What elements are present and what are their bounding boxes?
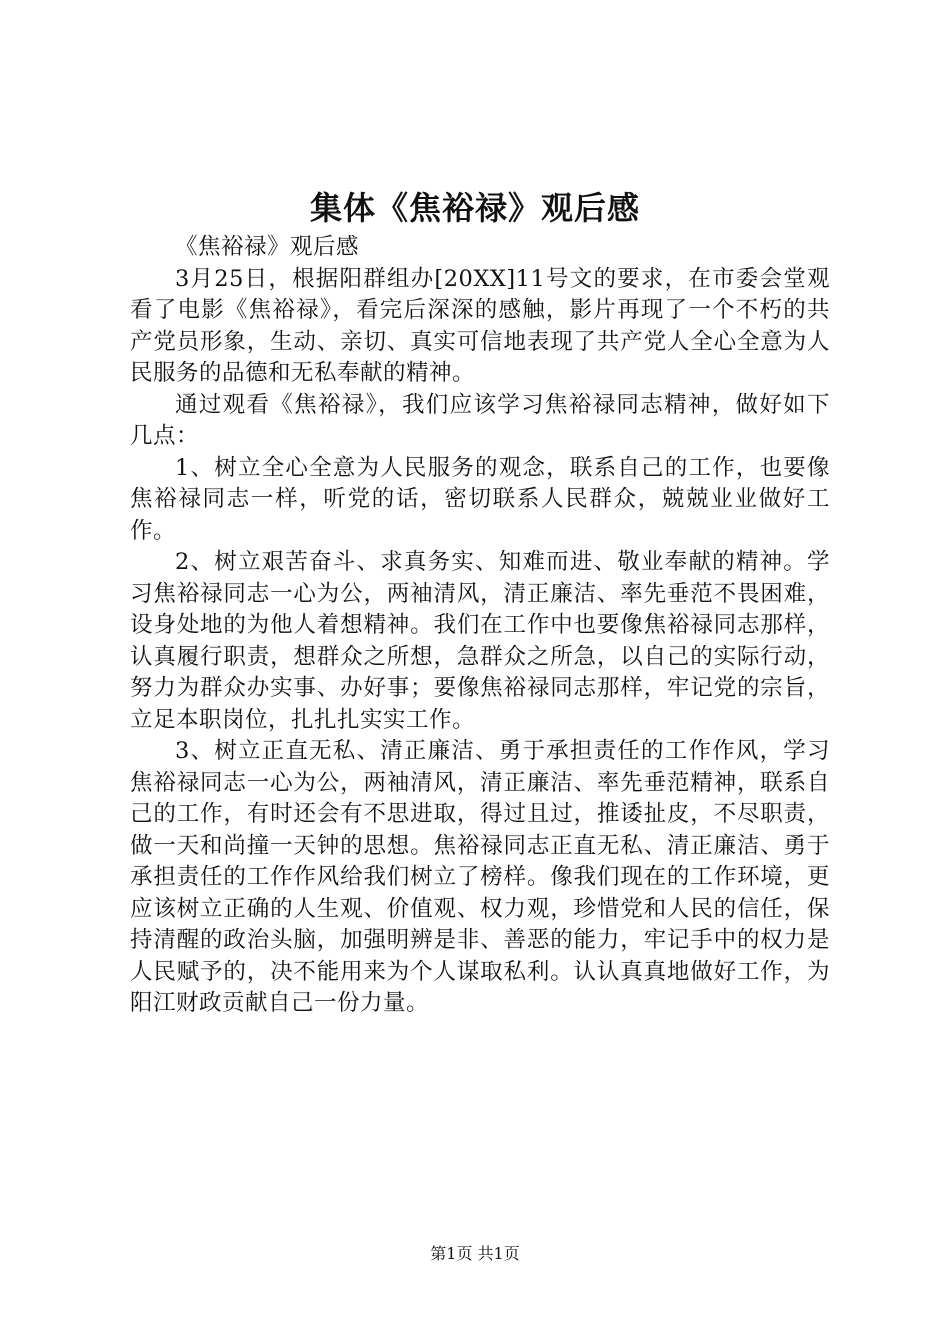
point-1-paragraph: 1、树立全心全意为人民服务的观念，联系自己的工作，也要像焦裕禄同志一样，听党的话，密切联系人民群众，兢兢业业做好工作。	[130, 454, 830, 544]
point-3-paragraph: 3、树立正直无私、清正廉洁、勇于承担责任的工作作风，学习焦裕禄同志一心为公，两袖清风，清正廉洁、率先垂范精神，联系自己的工作，有时还会有不思进取，得过且过，推诿扯皮，不尽职责，做一天和尚撞一天钟的思想。焦裕禄同志正直无私、清正廉洁、勇于承担责任的工作作风给我们树立了榜样。像我们现在的工作环境，更应该树立正确的人生观、价值观、权力观，珍惜党和人民的信任，保持清醒的政治头脑，加强明辨是非、善恶的能力，牢记手中的权力是人民赋予的，决不能用来为个人谋取私利。认认真真地做好工作，为阳江财政贡献自己一份力量。	[130, 738, 830, 1016]
intro-paragraph: 3月25日，根据阳群组办[20XX]11号文的要求，在市委会堂观看了电影《焦裕禄》，看完后深深的感触，影片再现了一个不朽的共产党员形象，生动、亲切、真实可信地表现了共产党人全心全意为人民服务的品德和无私奉献的精神。	[130, 265, 830, 386]
page-footer: 第1页 共1页	[430, 1244, 520, 1263]
point-2-paragraph: 2、树立艰苦奋斗、求真务实、知难而进、敬业奉献的精神。学习焦裕禄同志一心为公，两袖清风，清正廉洁、率先垂范不畏困难，设身处地的为他人着想精神。我们在工作中也要像焦裕禄同志那样，认真履行职责，想群众之所想，急群众之所急，以自己的实际行动，努力为群众办实事、办好事；要像焦裕禄同志那样，牢记党的宗旨，立足本职岗位，扎扎扎实实工作。	[130, 549, 830, 733]
document-title: 集体《焦裕禄》观后感	[309, 189, 640, 227]
document-body	[130, 232, 830, 1020]
points-intro-paragraph: 通过观看《焦裕禄》，我们应该学习焦裕禄同志精神，做好如下几点：	[130, 391, 830, 449]
subtitle-paragraph: 《焦裕禄》观后感	[175, 234, 360, 260]
